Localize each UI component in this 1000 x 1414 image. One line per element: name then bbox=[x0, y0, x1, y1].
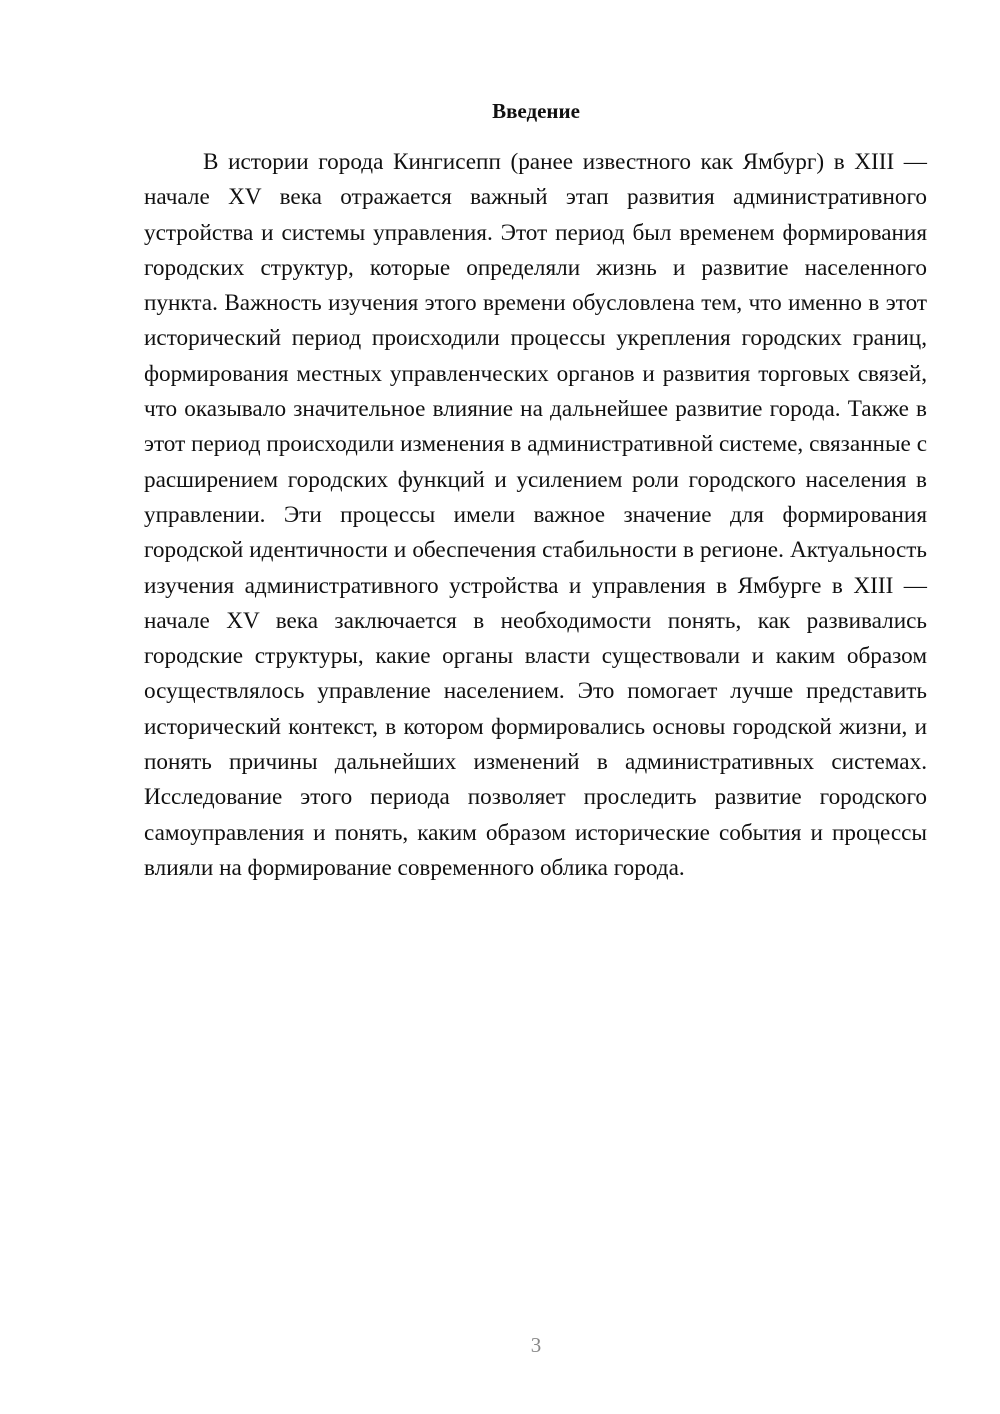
body-paragraph: В истории города Кингисепп (ранее известного как Ямбург) в XIII — начале XV века отражается важный этап развития административного устройства и системы управления. Этот период был временем формирования городских структур, которые определяли жизнь и развитие населенного пункта. Важность изучения этого времени обусловлена тем, что именно в этот исторический период происходили процессы укрепления городских границ, формирования местных управленческих органов и развития торговых связей, что оказывало значительное влияние на дальнейшее развитие города. Также в этот период происходили изменения в административной системе, связанные с расширением городских функций и усилением роли городского населения в управлении. Эти процессы имели важное значение для формирования городской идентичности и обеспечения стабильности в регионе. Актуальность изучения административного устройства и управления в Ямбурге в XIII — начале XV века заключается в необходимости понять, как развивались городские структуры, какие органы власти существовали и каким образом осуществлялось управление населением. Это помогает лучше представить исторический контекст, в котором формировались основы городской жизни, и понять причины дальнейших изменений в административных системах. Исследование этого периода позволяет проследить развитие городского самоуправления и понять, каким образом исторические события и процессы влияли на формирование современного облика города. bbox=[144, 149, 927, 881]
section-heading: Введение bbox=[492, 99, 580, 123]
page-number: 3 bbox=[530, 1333, 542, 1357]
